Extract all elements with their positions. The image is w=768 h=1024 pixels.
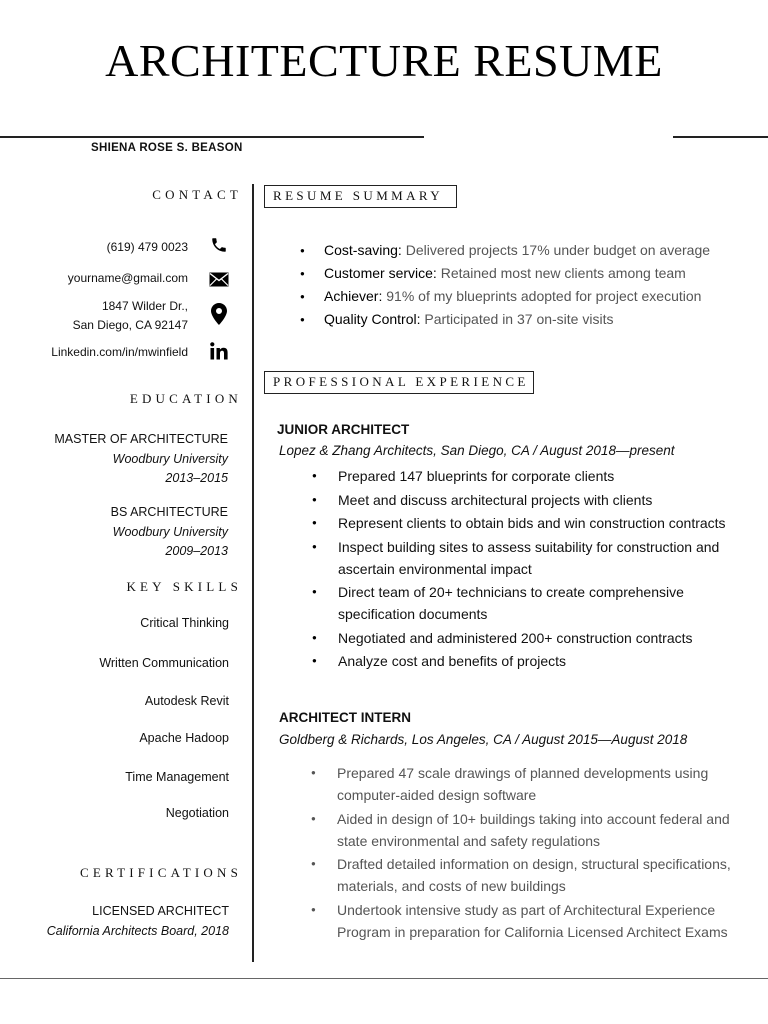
experience-heading: PROFESSIONAL EXPERIENCE [264,371,534,394]
summary-key: Achiever [324,288,379,304]
job-subtitle: Goldberg & Richards, Los Angeles, CA / August 2015—August 2018 [279,732,688,747]
contact-address-line2: San Diego, CA 92147 [72,318,188,332]
summary-text: 91% of my blueprints adopted for project execution [382,288,702,304]
skill-item: Critical Thinking [140,616,229,630]
summary-key: Quality Control [324,311,417,327]
contact-heading: CONTACT [152,187,242,202]
job-title: ARCHITECT INTERN [279,710,411,725]
job-bullet: ● Represent clients to obtain bids and win construction contracts [310,512,730,534]
education-school: Woodbury University [112,451,228,466]
skill-item: Written Communication [99,656,229,670]
header-rule-left [0,136,424,138]
job-bullet: ● Drafted detailed information on design, structural specifications, materials, and costs of new buildings [309,853,744,897]
candidate-name: SHIENA ROSE S. BEASON [91,142,243,154]
skill-item: Time Management [125,770,229,784]
job-subtitle: Lopez & Zhang Architects, San Diego, CA / August 2018—present [279,443,675,458]
summary-item [300,239,710,262]
job-title: JUNIOR ARCHITECT [277,422,410,437]
summary-item [300,262,710,285]
summary-separator: : [416,311,421,327]
education-school: Woodbury University [112,524,228,539]
linkedin-icon [208,340,230,362]
job-bullet: ● Aided in design of 10+ buildings taking into account federal and state environmental and safety regulations [309,808,744,852]
phone-icon [208,234,230,256]
summary-text: Participated in 37 on-site visits [420,311,614,327]
skill-item: Negotiation [165,806,229,820]
skill-item: Autodesk Revit [144,694,229,708]
summary-text: Delivered projects 17% under budget on average [401,242,711,258]
resume-title: ARCHITECTURE RESUME [105,35,663,86]
envelope-icon [208,268,230,290]
education-years: 2013–2015 [165,471,228,485]
education-entry [54,430,228,489]
certification-entry [47,902,229,941]
job-bullet: ● Direct team of 20+ technicians to create comprehensive specification documents [310,581,730,625]
education-heading: EDUCATION [129,391,242,406]
job-bullet: ● Negotiated and administered 200+ construction contracts [310,627,730,649]
footer-rule [0,978,768,979]
job-bullet: ● Prepared 147 blueprints for corporate clients [310,465,730,487]
job-bullet: ● Undertook intensive study as part of Architectural Experience Program in preparation for California Licensed Architect Exams [309,899,744,943]
contact-email: yourname@gmail.com [67,271,188,285]
location-pin-icon [208,303,230,325]
job-bullets [309,762,744,944]
contact-address-line1: 1847 Wilder Dr., [101,299,188,313]
summary-separator: : [397,242,402,258]
certification-title: LICENSED ARCHITECT [92,904,229,918]
summary-list [300,239,710,331]
contact-phone: (619) 479 0023 [106,240,188,254]
certifications-heading: CERTIFICATIONS [79,865,242,880]
header-rule-right [673,136,768,138]
education-degree: BS ARCHITECTURE [110,505,228,519]
summary-heading: RESUME SUMMARY [264,185,457,208]
summary-key: Customer service: [324,265,437,281]
job-bullet: ● Inspect building sites to assess suitability for construction and ascertain environmental impact [310,536,730,580]
job-bullets [310,465,730,674]
skills-heading: KEY SKILLS [126,579,242,594]
summary-item [300,308,710,331]
summary-separator: : [378,288,383,304]
summary-text: Retained most new clients among team [436,265,686,281]
certification-issuer: California Architects Board, 2018 [46,923,229,938]
education-degree: MASTER OF ARCHITECTURE [54,432,228,446]
job-bullet: ● Analyze cost and benefits of projects [310,650,730,672]
education-years: 2009–2013 [165,544,228,558]
summary-key: Cost-saving [324,242,398,258]
skill-item: Apache Hadoop [139,731,229,745]
summary-item [300,285,710,308]
contact-linkedin[interactable]: Linkedin.com/in/mwinfield [51,345,188,359]
education-entry [111,503,228,562]
column-divider [252,184,254,962]
job-bullet: ● Prepared 47 scale drawings of planned developments using computer-aided design software [309,762,744,806]
job-bullet: ● Meet and discuss architectural projects with clients [310,489,730,511]
